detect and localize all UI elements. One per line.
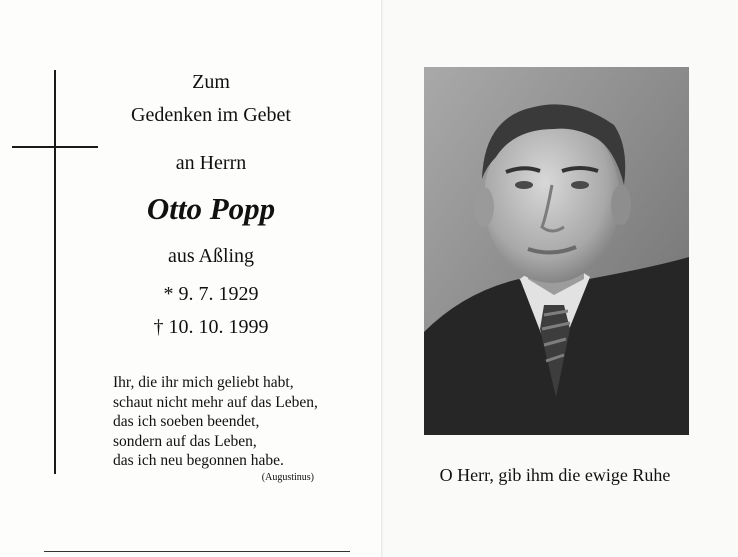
cross-horizontal-bar — [12, 146, 98, 148]
poem-attribution: (Augustinus) — [261, 472, 314, 483]
poem-line: Ihr, die ihr mich geliebt habt, — [113, 374, 294, 391]
poem-line: sondern auf das Leben, — [113, 432, 257, 450]
portrait-photo — [424, 67, 689, 435]
birth-date: * 9. 7. 1929 — [163, 283, 259, 305]
portrait-illustration — [424, 67, 689, 435]
cross-vertical-bar — [54, 70, 56, 474]
heading-line-2: Gedenken im Gebet — [131, 104, 291, 126]
poem-line: das ich neu begonnen habe. — [113, 452, 284, 469]
poem-line: schaut nicht mehr auf das Leben, — [113, 393, 318, 411]
death-date: † 10. 10. 1999 — [153, 316, 269, 338]
photo-caption: O Herr, gib ihm die ewige Ruhe — [439, 465, 671, 485]
deceased-name: Otto Popp — [146, 191, 276, 226]
salutation: an Herrn — [175, 152, 247, 174]
poem-line: das ich soeben beendet, — [113, 413, 260, 430]
bottom-divider — [44, 551, 350, 552]
card-fold — [381, 0, 383, 557]
poem — [113, 373, 363, 471]
origin: aus Aßling — [167, 245, 255, 267]
heading-line-1: Zum — [192, 71, 230, 93]
